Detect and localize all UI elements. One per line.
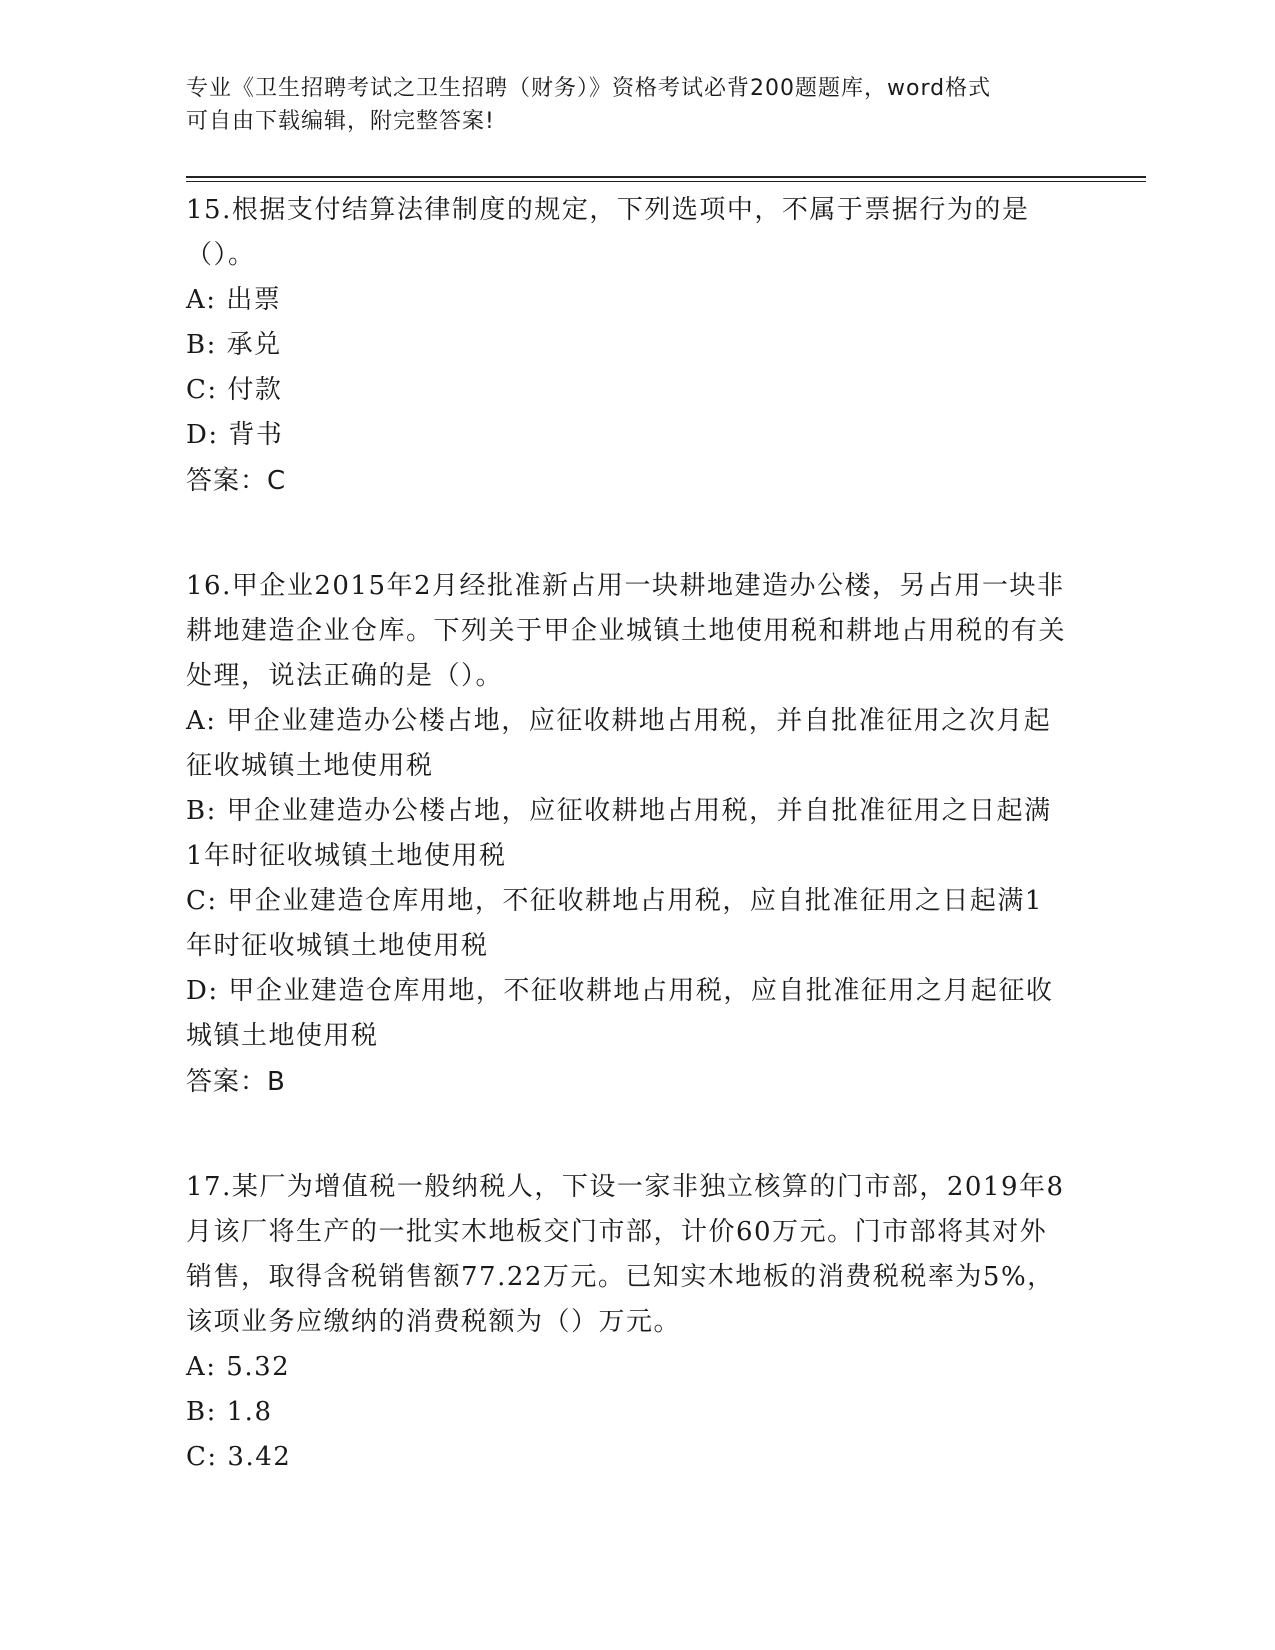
answer: 答案：C bbox=[186, 466, 287, 496]
option-b: B: 1.8 bbox=[186, 1397, 273, 1427]
option-c: C: 3.42 bbox=[186, 1442, 292, 1472]
answer: 答案：B bbox=[186, 1067, 286, 1097]
question-text: 15.根据支付结算法律制度的规定，下列选项中，不属于票据行为的是（）。 bbox=[186, 195, 1030, 270]
option-d: D: 甲企业建造仓库用地，不征收耕地占用税，应自批准征用之月起征收城镇土地使用税 bbox=[186, 976, 1054, 1051]
option-a: A: 5.32 bbox=[186, 1352, 291, 1382]
option-c: C: 付款 bbox=[186, 375, 283, 405]
option-d: D: 背书 bbox=[186, 420, 284, 450]
header-divider bbox=[186, 176, 1146, 182]
question-text: 17.某厂为增值税一般纳税人，下设一家非独立核算的门市部，2019年8月该厂将生产的一批实木地板交门市部，计价60万元。门市部将其对外销售，取得含税销售额77.22万元。已知实木地板的消费税税率为5%，该项业务应缴纳的消费税额为（）万元。 bbox=[186, 1172, 1065, 1337]
question-16 bbox=[186, 564, 1066, 1105]
header-line-1: 专业《卫生招聘考试之卫生招聘（财务）》资格考试必背200题题库，word格式 bbox=[186, 76, 992, 101]
document-header bbox=[186, 72, 1066, 138]
option-b: B: 甲企业建造办公楼占地，应征收耕地占用税，并自批准征用之日起满1年时征收城镇土地使用税 bbox=[186, 796, 1052, 871]
question-text: 16.甲企业2015年2月经批准新占用一块耕地建造办公楼，另占用一块非耕地建造企业仓库。下列关于甲企业城镇土地使用税和耕地占用税的有关处理，说法正确的是（）。 bbox=[186, 571, 1067, 691]
option-a: A: 出票 bbox=[186, 285, 282, 315]
option-b: B: 承兑 bbox=[186, 330, 282, 360]
question-15 bbox=[186, 188, 1066, 504]
header-line-2: 可自由下载编辑，附完整答案! bbox=[186, 109, 495, 134]
question-17 bbox=[186, 1165, 1066, 1480]
option-a: A: 甲企业建造办公楼占地，应征收耕地占用税，并自批准征用之次月起征收城镇土地使用税 bbox=[186, 706, 1052, 781]
option-c: C: 甲企业建造仓库用地，不征收耕地占用税，应自批准征用之日起满1年时征收城镇土地使用税 bbox=[186, 886, 1043, 961]
question-list bbox=[186, 188, 1066, 1540]
